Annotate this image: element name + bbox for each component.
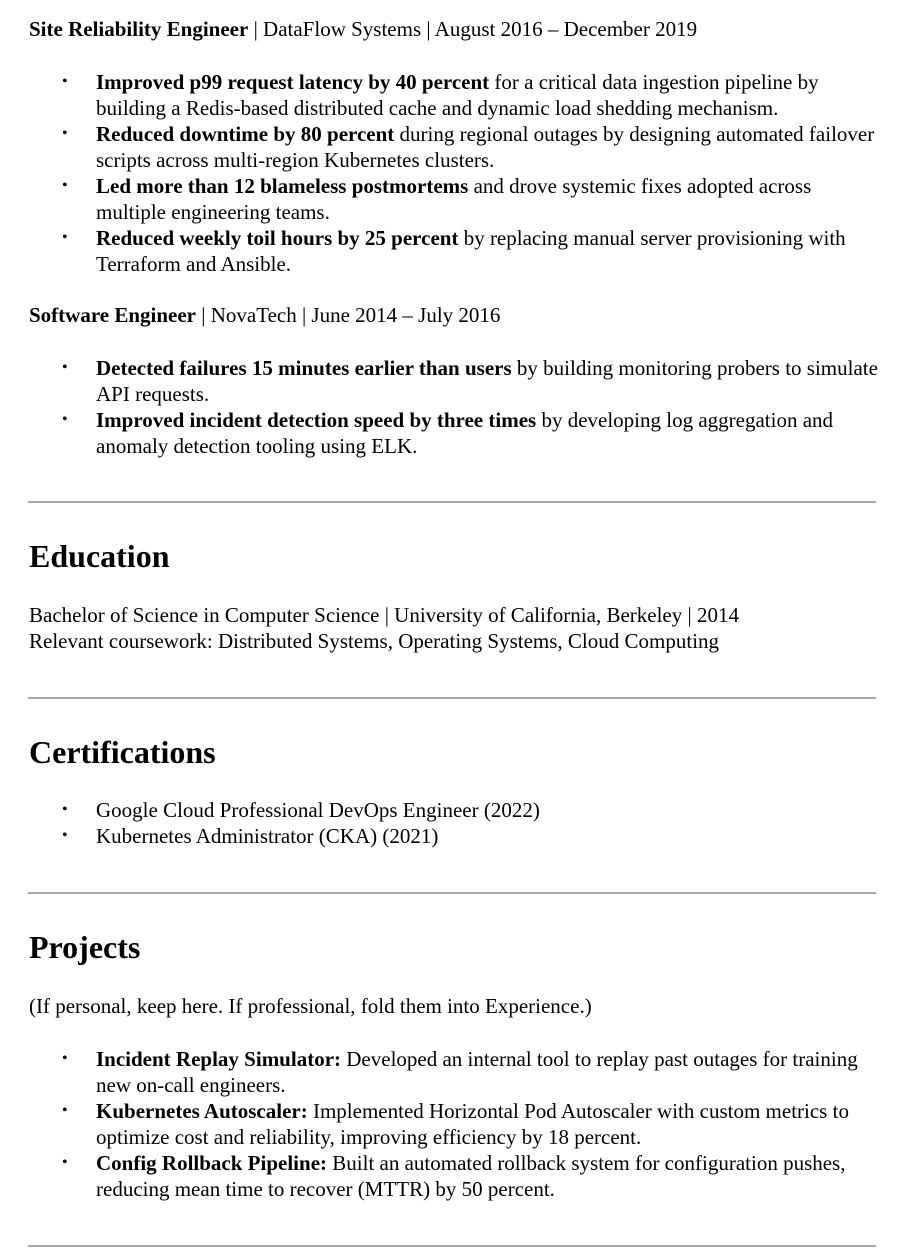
section-divider [28, 1245, 876, 1247]
list-item [29, 1150, 879, 1202]
job-title: Software Engineer [29, 303, 197, 327]
certification-text: Kubernetes Administrator (CKA) (2021) [96, 824, 439, 848]
bullet-text: by replacing manual server provisioning with Terraform and Ansible. [96, 226, 846, 276]
projects-list [29, 1046, 879, 1202]
list-item [29, 797, 879, 823]
project-text: Implemented Horizontal Pod Autoscaler with custom metrics to optimize cost and reliability, improving efficiency by 18 percent. [96, 1099, 849, 1149]
bullet-icon: • [62, 1102, 68, 1119]
bullet-highlight: Detected failures 15 minutes earlier than users [96, 356, 512, 380]
bullet-icon: • [62, 801, 68, 818]
job-bullets-sre [29, 69, 879, 277]
list-item [29, 823, 879, 849]
job-details: | DataFlow Systems | August 2016 – December 2019 [248, 17, 698, 41]
list-item [29, 69, 879, 121]
bullet-highlight: Reduced weekly toil hours by 25 percent [96, 226, 459, 250]
list-item [29, 355, 879, 407]
bullet-highlight: Improved incident detection speed by three times [96, 408, 537, 432]
project-name: Incident Replay Simulator: [96, 1047, 342, 1071]
bullet-highlight: Led more than 12 blameless postmortems [96, 174, 469, 198]
project-name: Config Rollback Pipeline: [96, 1151, 328, 1175]
bullet-icon: • [62, 177, 68, 194]
project-text: Developed an internal tool to replay past outages for training new on-call engineers. [96, 1047, 858, 1097]
bullet-icon: • [62, 1050, 68, 1067]
section-divider [28, 892, 876, 894]
job-title: Site Reliability Engineer [29, 17, 249, 41]
list-item [29, 407, 879, 459]
section-divider [28, 501, 876, 503]
bullet-icon: • [62, 359, 68, 376]
projects-note: (If personal, keep here. If professional, fold them into Experience.) [29, 994, 592, 1018]
bullet-text: by developing log aggregation and anomaly detection tooling using ELK. [96, 408, 834, 458]
bullet-icon: • [62, 827, 68, 844]
bullet-text: and drove systemic fixes adopted across multiple engineering teams. [96, 174, 812, 224]
bullet-icon: • [62, 1154, 68, 1171]
bullet-icon: • [62, 73, 68, 90]
bullet-highlight: Improved p99 request latency by 40 percent [96, 70, 490, 94]
bullet-text: during regional outages by designing automated failover scripts across multi-region Kubernetes clusters. [96, 122, 875, 172]
education-heading: Education [29, 538, 170, 574]
projects-heading: Projects [29, 929, 141, 965]
education-coursework: Relevant coursework: Distributed Systems, Operating Systems, Cloud Computing [29, 629, 720, 653]
job-header-swe [29, 302, 500, 328]
job-bullets-swe [29, 355, 879, 459]
education-degree: Bachelor of Science in Computer Science | University of California, Berkeley | 2014 [29, 603, 739, 627]
project-text: Built an automated rollback system for configuration pushes, reducing mean time to recover (MTTR) by 50 percent. [96, 1151, 846, 1201]
project-name: Kubernetes Autoscaler: [96, 1099, 308, 1123]
bullet-highlight: Reduced downtime by 80 percent [96, 122, 395, 146]
job-header-sre [29, 16, 697, 42]
bullet-icon: • [62, 125, 68, 142]
list-item [29, 225, 879, 277]
bullet-text: for a critical data ingestion pipeline by building a Redis-based distributed cache and dynamic load shedding mechanism. [96, 70, 819, 120]
list-item [29, 173, 879, 225]
list-item [29, 1098, 879, 1150]
bullet-text: by building monitoring probers to simulate API requests. [96, 356, 878, 406]
bullet-icon: • [62, 229, 68, 246]
job-details: | NovaTech | June 2014 – July 2016 [196, 303, 501, 327]
certifications-list [29, 797, 879, 849]
bullet-icon: • [62, 411, 68, 428]
section-divider [28, 697, 876, 699]
list-item [29, 1046, 879, 1098]
list-item [29, 121, 879, 173]
certification-text: Google Cloud Professional DevOps Engineer (2022) [96, 798, 540, 822]
certifications-heading: Certifications [29, 734, 216, 770]
